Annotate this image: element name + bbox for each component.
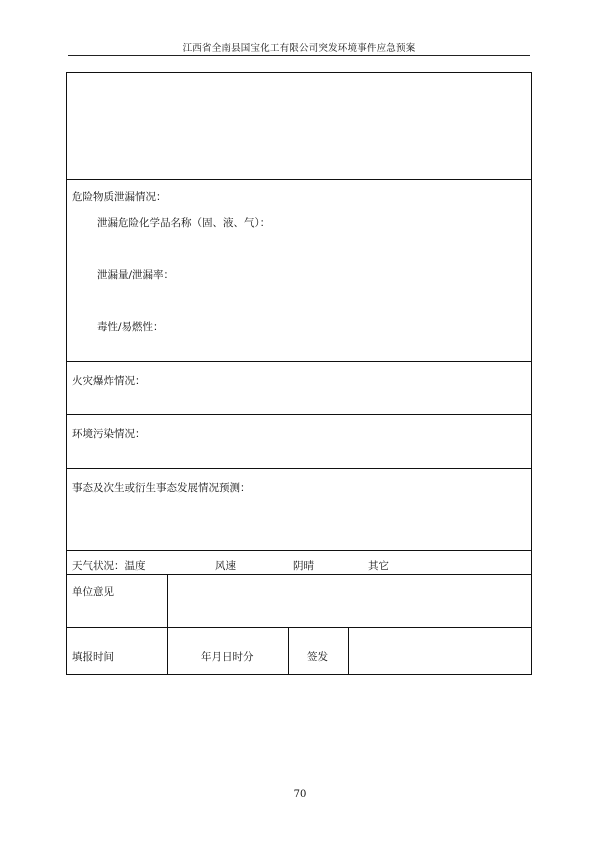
header-rule — [68, 55, 530, 56]
signature-label: 签发 — [307, 651, 328, 663]
page-number: 70 — [293, 789, 307, 800]
report-time-label: 填报时间 — [72, 651, 114, 663]
row-divider-hazard — [67, 361, 531, 362]
leaked-chemical-name-label: 泄漏危险化学品名称（固、液、气）： — [97, 217, 271, 229]
row-divider-forecast — [67, 550, 531, 551]
row-divider-unit-opinion — [67, 627, 531, 628]
hazard-leak-heading: 危险物质泄漏情况： — [72, 191, 167, 203]
toxicity-flammability-label: 毒性/易燃性： — [97, 321, 164, 333]
cloudy-clear-label: 阴晴 — [293, 560, 314, 572]
row-divider-pollution — [67, 468, 531, 469]
col-divider-label — [167, 574, 168, 675]
situation-forecast-label: 事态及次生或衍生事态发展情况预测： — [72, 482, 251, 494]
other-weather-label: 其它 — [368, 560, 389, 572]
row-divider-top-blank — [67, 179, 531, 180]
leak-amount-label: 泄漏量/泄漏率： — [97, 269, 175, 281]
wind-speed-label: 风速 — [215, 560, 236, 572]
unit-opinion-label: 单位意见 — [72, 586, 114, 598]
environment-pollution-label: 环境污染情况： — [72, 428, 146, 440]
col-divider-datetime — [288, 627, 289, 675]
col-divider-signature — [348, 627, 349, 675]
row-divider-fire — [67, 414, 531, 415]
weather-temperature-label: 天气状况：温度 — [72, 560, 146, 572]
document-header-title: 江西省全南县国宝化工有限公司突发环境事件应急预案 — [182, 43, 416, 54]
datetime-units-label: 年月日时分 — [201, 651, 254, 663]
fire-explosion-label: 火灾爆炸情况： — [72, 375, 146, 387]
incident-report-form — [66, 72, 532, 675]
row-divider-weather — [67, 574, 531, 575]
